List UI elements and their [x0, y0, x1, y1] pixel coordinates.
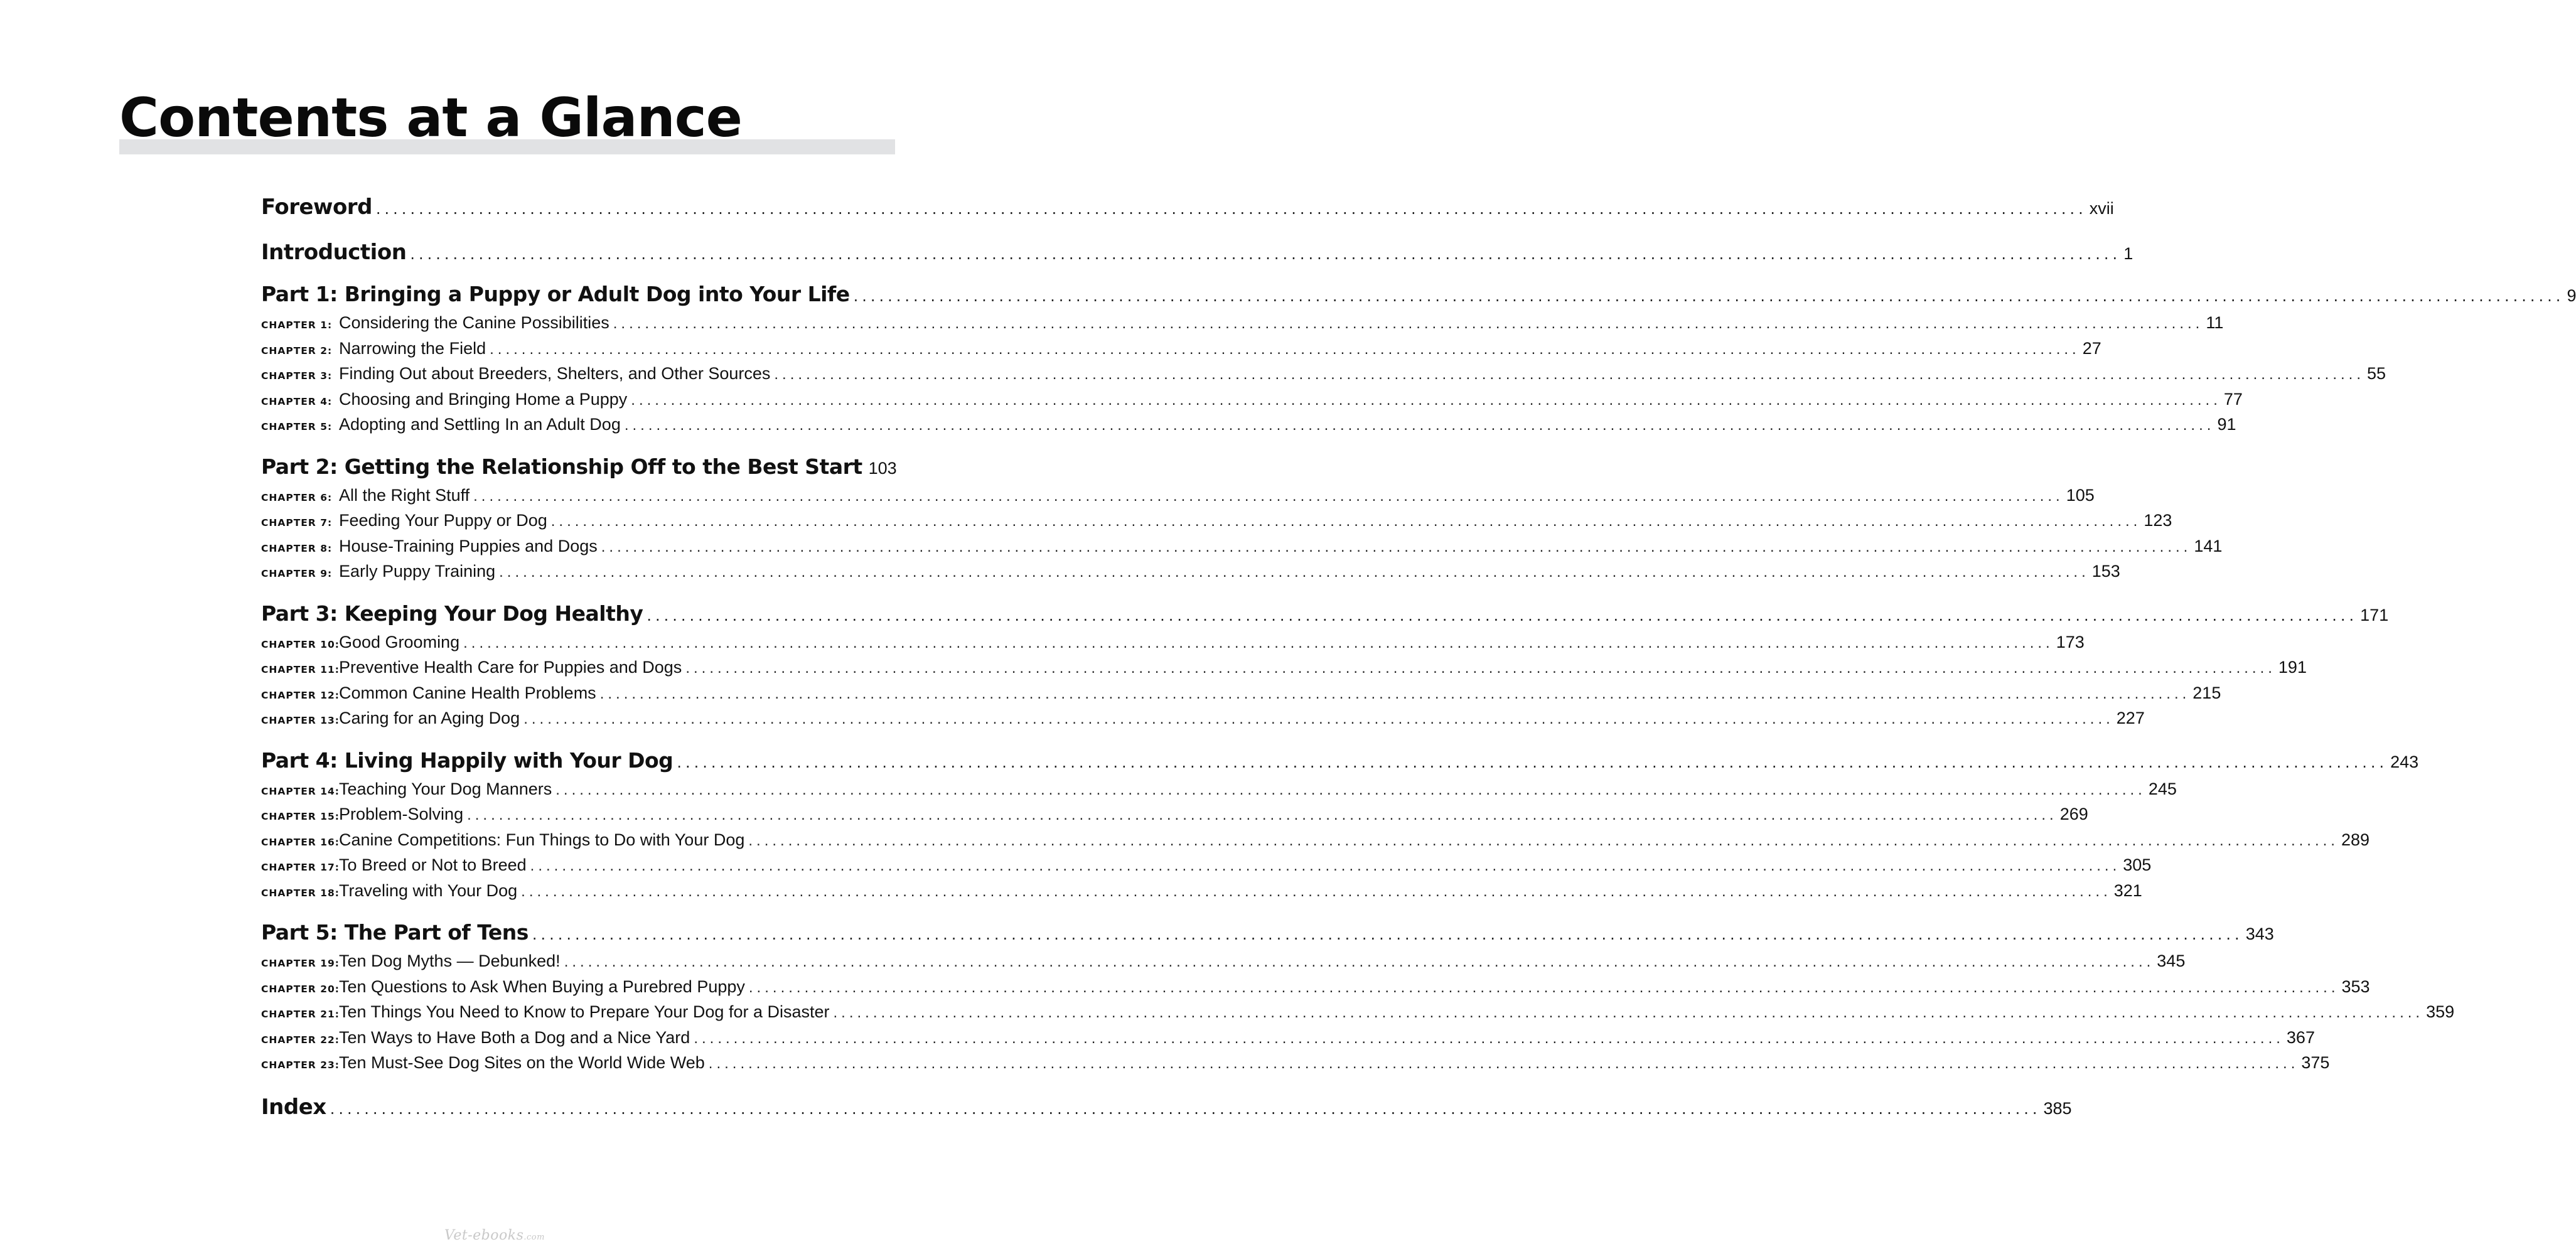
- dot-leader: ........................................................................................................................................................................................................: [708, 1055, 2299, 1072]
- chapter-number: CHAPTER 23:: [261, 1059, 340, 1071]
- toc-chapter-entry[interactable]: [261, 1025, 2315, 1051]
- dot-leader: ........................................................................................................................................................................................................: [473, 487, 2064, 505]
- chapter-title: Considering the Canine Possibilities: [339, 313, 609, 332]
- chapter-number: CHAPTER 16:: [261, 836, 340, 848]
- chapter-page-number: 77: [2223, 389, 2243, 409]
- chapter-number: CHAPTER 22:: [261, 1034, 340, 1046]
- chapter-page-number: 215: [2192, 683, 2221, 702]
- chapter-title: Ten Ways to Have Both a Dog and a Nice Yard: [339, 1027, 690, 1047]
- chapter-number: CHAPTER 21:: [261, 1009, 340, 1020]
- dot-leader: ........................................................................................................................................................................................................: [748, 978, 2339, 996]
- dot-leader: ........................................................................................................................................................................................................: [555, 781, 2146, 798]
- chapter-title: Ten Dog Myths — Debunked!: [339, 951, 561, 970]
- chapter-page-number: 245: [2148, 779, 2177, 798]
- chapter-number: CHAPTER 1:: [261, 319, 333, 331]
- dot-leader: ........................................................................................................................................................................................................: [647, 606, 2358, 624]
- toc-chapter-entry[interactable]: [261, 387, 2243, 412]
- toc-chapter-entry[interactable]: [261, 776, 2177, 802]
- toc-chapter-entry[interactable]: [261, 680, 2221, 706]
- chapter-page-number: 345: [2157, 951, 2186, 970]
- table-of-contents: [261, 188, 2576, 1133]
- chapter-title: House-Training Puppies and Dogs: [339, 536, 598, 555]
- chapter-page-number: 353: [2341, 977, 2370, 996]
- dot-leader: ........................................................................................................................................................................................................: [748, 832, 2339, 849]
- toc-entry-index[interactable]: [261, 1088, 2072, 1133]
- dot-leader: ........................................................................................................................................................................................................: [685, 660, 2276, 677]
- chapter-page-number: 173: [2056, 632, 2085, 651]
- chapter-number: CHAPTER 8:: [261, 542, 333, 554]
- part-label: Part 2: Getting the Relationship Off to the Best Start: [261, 454, 862, 479]
- dot-leader: ........................................................................................................................................................................................................: [564, 953, 2155, 970]
- chapter-page-number: 141: [2194, 536, 2223, 555]
- chapter-number: CHAPTER 11:: [261, 664, 340, 675]
- chapter-number: CHAPTER 12:: [261, 689, 340, 701]
- toc-chapter-entry[interactable]: [261, 559, 2120, 584]
- part-page-number: 9: [2567, 286, 2576, 305]
- chapter-page-number: 375: [2301, 1053, 2330, 1072]
- dot-leader: ........................................................................................................................................................................................................: [499, 564, 2090, 581]
- toc-part-heading[interactable]: [261, 279, 2576, 310]
- dot-leader: ........................................................................................................................................................................................................: [330, 1100, 2041, 1118]
- dot-leader: ........................................................................................................................................................................................................: [532, 926, 2243, 943]
- dot-leader: ........................................................................................................................................................................................................: [550, 513, 2142, 530]
- chapter-title: Ten Must-See Dog Sites on the World Wide Web: [339, 1053, 705, 1072]
- chapter-title: All the Right Stuff: [339, 485, 470, 505]
- dot-leader: ........................................................................................................................................................................................................: [523, 710, 2114, 727]
- chapter-page-number: 191: [2278, 658, 2307, 677]
- chapter-title: Teaching Your Dog Manners: [339, 779, 552, 798]
- chapter-page-number: 153: [2091, 562, 2120, 581]
- dot-leader: ........................................................................................................................................................................................................: [677, 753, 2388, 771]
- watermark-suffix: .com: [523, 1233, 545, 1242]
- chapter-page-number: 11: [2206, 313, 2224, 332]
- chapter-title: Caring for an Aging Dog: [339, 709, 520, 727]
- toc-part: [261, 745, 2419, 904]
- chapter-title: Early Puppy Training: [339, 562, 496, 581]
- chapter-number: CHAPTER 5:: [261, 421, 333, 432]
- chapter-title: Common Canine Health Problems: [339, 683, 596, 702]
- toc-chapter-entry[interactable]: [261, 878, 2142, 904]
- chapter-number: CHAPTER 9:: [261, 568, 333, 579]
- entry-page-number: 385: [2043, 1098, 2072, 1118]
- toc-part-heading[interactable]: [261, 451, 895, 483]
- part-label: Part 3: Keeping Your Dog Healthy: [261, 601, 643, 626]
- page-title: Contents at a Glance: [119, 87, 743, 149]
- dot-leader: ........................................................................................................................................................................................................: [624, 417, 2215, 434]
- part-label: Part 4: Living Happily with Your Dog: [261, 748, 674, 773]
- chapter-number: CHAPTER 2:: [261, 345, 333, 356]
- chapter-number: CHAPTER 6:: [261, 491, 333, 503]
- dot-leader: ........................................................................................................................................................................................................: [601, 538, 2192, 555]
- part-page-number: 103: [868, 458, 897, 478]
- chapter-number: CHAPTER 19:: [261, 958, 340, 969]
- toc-part: [261, 451, 2223, 584]
- chapter-page-number: 269: [2059, 805, 2088, 823]
- part-page-number: 171: [2360, 605, 2389, 624]
- toc-chapter-entry[interactable]: [261, 974, 2370, 1000]
- chapter-number: CHAPTER 3:: [261, 370, 333, 382]
- toc-chapter-entry[interactable]: [261, 483, 2095, 508]
- watermark-logo: [444, 1228, 545, 1243]
- chapter-page-number: 91: [2217, 415, 2236, 434]
- toc-chapter-entry[interactable]: [261, 655, 2307, 680]
- toc-part-heading[interactable]: [261, 745, 2419, 776]
- chapter-title: Narrowing the Field: [339, 338, 486, 358]
- chapter-title: Canine Competitions: Fun Things to Do with Your Dog: [339, 830, 745, 849]
- chapter-page-number: 27: [2082, 338, 2101, 358]
- dot-leader: ........................................................................................................................................................................................................: [774, 366, 2364, 383]
- toc-chapter-entry[interactable]: [261, 310, 2224, 336]
- dot-leader: ........................................................................................................................................................................................................: [467, 807, 2058, 823]
- chapter-title: Ten Things You Need to Know to Prepare Your Dog for a Disaster: [339, 1002, 830, 1021]
- toc-chapter-entry[interactable]: [261, 361, 2386, 387]
- dot-leader: ........................................................................................................................................................................................................: [613, 315, 2204, 332]
- part-label: Part 5: The Part of Tens: [261, 920, 529, 945]
- chapter-title: Finding Out about Breeders, Shelters, and Other Sources: [339, 364, 771, 383]
- dot-leader: ........................................................................................................................................................................................................: [375, 200, 2087, 218]
- chapter-number: CHAPTER 15:: [261, 811, 340, 822]
- toc-chapter-entry[interactable]: [261, 533, 2223, 559]
- chapter-number: CHAPTER 13:: [261, 715, 340, 726]
- chapter-page-number: 123: [2144, 511, 2172, 530]
- chapter-title: Adopting and Settling In an Adult Dog: [339, 415, 621, 434]
- toc-entry-foreword[interactable]: [261, 188, 2114, 233]
- toc-chapter-entry[interactable]: [261, 1050, 2330, 1076]
- entry-label: Introduction: [261, 240, 407, 265]
- chapter-page-number: 359: [2426, 1002, 2455, 1021]
- dot-leader: ........................................................................................................................................................................................................: [530, 857, 2121, 874]
- chapter-page-number: 367: [2286, 1027, 2315, 1047]
- toc-entry-introduction[interactable]: [261, 233, 2133, 279]
- entry-page-number: 1: [2123, 244, 2133, 263]
- chapter-title: Good Grooming: [339, 632, 460, 651]
- chapter-title: Ten Questions to Ask When Buying a Purebred Puppy: [339, 977, 745, 996]
- toc-chapter-entry[interactable]: [261, 705, 2145, 731]
- chapter-number: CHAPTER 14:: [261, 785, 340, 797]
- chapter-number: CHAPTER 10:: [261, 638, 340, 650]
- chapter-title: Traveling with Your Dog: [339, 881, 518, 900]
- part-label: Part 1: Bringing a Puppy or Adult Dog into Your Life: [261, 282, 850, 306]
- chapter-title: Problem-Solving: [339, 805, 464, 823]
- page-title-block: [119, 87, 895, 156]
- entry-label: Index: [261, 1094, 326, 1120]
- toc-chapter-entry[interactable]: [261, 852, 2152, 878]
- chapter-number: CHAPTER 18:: [261, 887, 340, 899]
- dot-leader: ........................................................................................................................................................................................................: [490, 340, 2080, 358]
- toc-chapter-entry[interactable]: [261, 336, 2101, 362]
- toc-part-heading[interactable]: [261, 598, 2389, 630]
- chapter-title: Choosing and Bringing Home a Puppy: [339, 389, 628, 409]
- watermark-text: Vet-ebooks: [444, 1228, 524, 1243]
- toc-chapter-entry[interactable]: [261, 412, 2236, 437]
- chapter-title: Preventive Health Care for Puppies and Dogs: [339, 658, 682, 677]
- dot-leader: ........................................................................................................................................................................................................: [521, 882, 2112, 900]
- entry-label: Foreword: [261, 195, 372, 220]
- toc-chapter-entry[interactable]: [261, 801, 2088, 827]
- toc-chapter-entry[interactable]: [261, 999, 2455, 1025]
- dot-leader: ........................................................................................................................................................................................................: [463, 634, 2054, 651]
- dot-leader: ........................................................................................................................................................................................................: [599, 685, 2191, 702]
- chapter-page-number: 55: [2366, 364, 2386, 383]
- part-page-number: 243: [2390, 752, 2419, 771]
- toc-chapter-entry[interactable]: [261, 827, 2370, 853]
- dot-leader: ........................................................................................................................................................................................................: [631, 391, 2221, 409]
- toc-part-heading[interactable]: [261, 917, 2274, 948]
- parts-list: [261, 279, 2576, 1076]
- chapter-number: CHAPTER 7:: [261, 517, 333, 528]
- chapter-page-number: 321: [2113, 881, 2142, 900]
- chapter-number: CHAPTER 4:: [261, 395, 333, 407]
- chapter-title: To Breed or Not to Breed: [339, 855, 527, 874]
- chapter-page-number: 227: [2116, 709, 2145, 727]
- chapter-page-number: 105: [2066, 485, 2095, 505]
- toc-chapter-entry[interactable]: [261, 948, 2186, 974]
- dot-leader: ........................................................................................................................................................................................................: [853, 287, 2565, 305]
- toc-part: [261, 598, 2389, 731]
- toc-part: [261, 917, 2455, 1076]
- toc-part: [261, 279, 2576, 437]
- entry-page-number: xvii: [2089, 199, 2114, 218]
- chapter-page-number: 305: [2123, 855, 2152, 874]
- toc-chapter-entry[interactable]: [261, 508, 2172, 533]
- chapter-number: CHAPTER 20:: [261, 983, 340, 995]
- chapter-title: Feeding Your Puppy or Dog: [339, 511, 547, 530]
- part-page-number: 343: [2245, 924, 2274, 943]
- chapter-page-number: 289: [2341, 830, 2370, 849]
- chapter-number: CHAPTER 17:: [261, 862, 340, 873]
- toc-chapter-entry[interactable]: [261, 630, 2085, 655]
- dot-leader: ........................................................................................................................................................................................................: [694, 1029, 2284, 1047]
- dot-leader: ........................................................................................................................................................................................................: [410, 245, 2122, 263]
- dot-leader: ........................................................................................................................................................................................................: [833, 1004, 2424, 1021]
